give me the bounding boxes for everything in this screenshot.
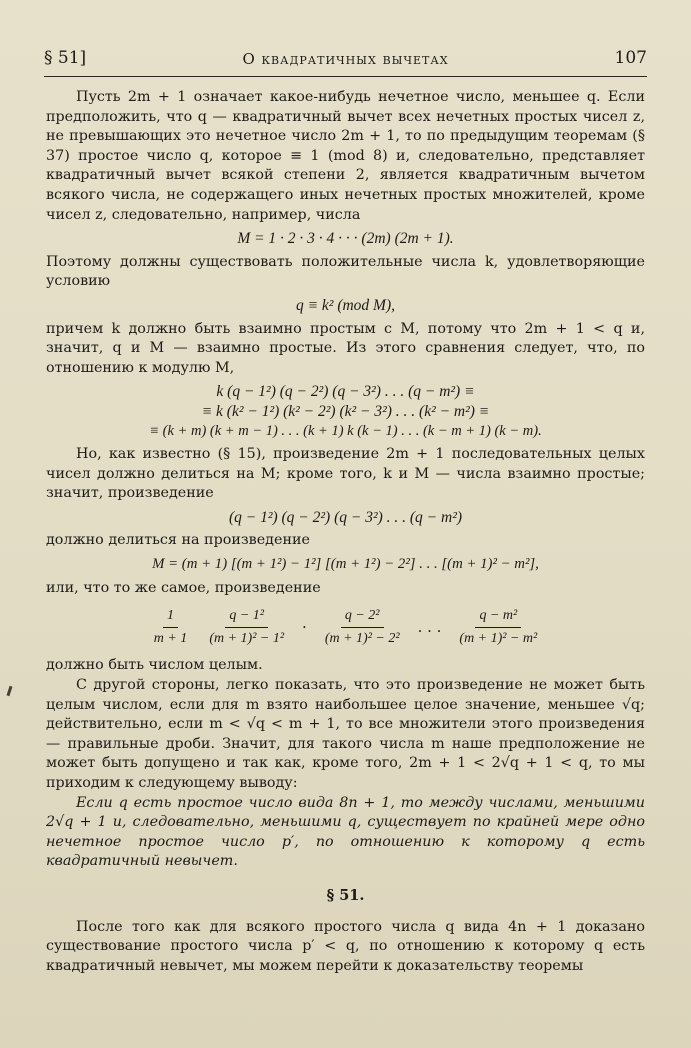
paragraph-7: должно быть числом целым. xyxy=(46,657,263,674)
paragraph-5: должно делиться на произведение xyxy=(46,532,310,549)
fraction: $\frac{\text{q − 1²}}{\text{(m + 1)² − 1²}}$ xyxy=(209,608,285,646)
fraction-product: $\frac{1}{m + 1}$ $\frac{\text{q − 1²}}{\text{(m + 1)² − 1²}}$ · $\frac{\text{q − 2²}}{\text{(m + 1)² − 2²}}$ . . . $\frac{\text{q − m²}}{\text{(m + 1)² − m²}}$ xyxy=(46,606,645,648)
page-number: 107 xyxy=(614,48,647,68)
ellipsis: . . . xyxy=(417,617,442,636)
formula-M: M = 1 · 2 · 3 · 4 · · · (2m) (2m + 1). xyxy=(237,230,454,248)
paragraph-3: причем k должно быть взаимно простым с M, потому что 2m + 1 < q и, значит, q и M — взаимно простые. Из этого сравнения следует, что, по отношению к модулю M, xyxy=(46,320,645,376)
running-header xyxy=(44,46,647,76)
paragraph-2: Поэтому должны существовать положительные числа k, удовлетворяющие условию xyxy=(46,253,645,290)
fraction: $\frac{1}{m + 1}$ xyxy=(153,608,188,646)
paragraph-6: или, что то же самое, произведение xyxy=(46,579,321,596)
paragraph-9: После того как для всякого простого числа q вида 4n + 1 доказано существование простого числа p′ < q, по отношению к которому q есть квадратичный невычет, мы можем перейти к доказательству теоремы xyxy=(46,918,645,974)
chapter-title: О квадратичных вычетах xyxy=(242,50,449,68)
header-rule xyxy=(44,76,647,77)
formula-congruence: q ≡ k² (mod M), xyxy=(295,296,396,314)
paragraph-1: Пусть 2m + 1 означает какое-нибудь нечетное число, меньшее q. Если предположить, что q — квадратичный вычет всех нечетных простых чисел z, не превышающих это нечетное число 2m + 1, то по предыдущим теоремам (§ 37) простое число q, которое ≡ 1 (mod 8) и, следовательно, представляет квадратичный вычет всякой степени 2, является квадратичным вычетом всякого числа, не содержащего иных нечетных простых множителей, кроме чисел z, следовательно, например, числа xyxy=(46,89,645,223)
formula-product: (q − 1²) (q − 2²) (q − 3²) . . . (q − m²) xyxy=(228,508,463,526)
formula-chain-1: k (q − 1²) (q − 2²) (q − 3²) . . . (q − m²) ≡ xyxy=(216,383,475,401)
section-heading: § 51. xyxy=(326,886,365,904)
paragraph-8: С другой стороны, легко показать, что это произведение не может быть целым числом, если для m взято наибольшее целое значение, меньшее √q; действительно, если m < √q < m + 1, то все множители этого произведения — правильные дроби. Значит, для такого числа m наше предположение не может быть допущено и так как, кроме того, 2m + 1 < 2√q + 1 < q, то мы приходим к следующему выводу: xyxy=(46,677,645,791)
margin-mark xyxy=(7,686,13,696)
body-text xyxy=(46,88,645,976)
fraction: $\frac{\text{q − 2²}}{\text{(m + 1)² − 2²}}$ xyxy=(324,608,400,646)
theorem-statement: Если q есть простое число вида 8n + 1, то между числами, меньшими 2√q + 1 и, следовательно, меньшими q, существует по крайней мере одно нечетное простое число p′, по отношению к которому q есть квадратичный невычет. xyxy=(46,794,645,870)
formula-chain-2: ≡ k (k² − 1²) (k² − 2²) (k² − 3²) . . . (k² − m²) ≡ xyxy=(201,402,490,420)
formula-chain-3: ≡ (k + m) (k + m − 1) . . . (k + 1) k (k − 1) . . . (k − m + 1) (k − m). xyxy=(149,422,542,439)
section-ref: § 51] xyxy=(44,48,87,68)
paragraph-4: Но, как известно (§ 15), произведение 2m + 1 последовательных целых чисел должно делиться на M; кроме того, k и M — числа взаимно простые; значит, произведение xyxy=(46,446,645,502)
fraction: $\frac{\text{q − m²}}{\text{(m + 1)² − m²}}$ xyxy=(459,608,538,646)
formula-M-expanded: M = (m + 1) [(m + 1²) − 1²] [(m + 1²) − 2²] . . . [(m + 1)² − m²], xyxy=(152,556,539,573)
